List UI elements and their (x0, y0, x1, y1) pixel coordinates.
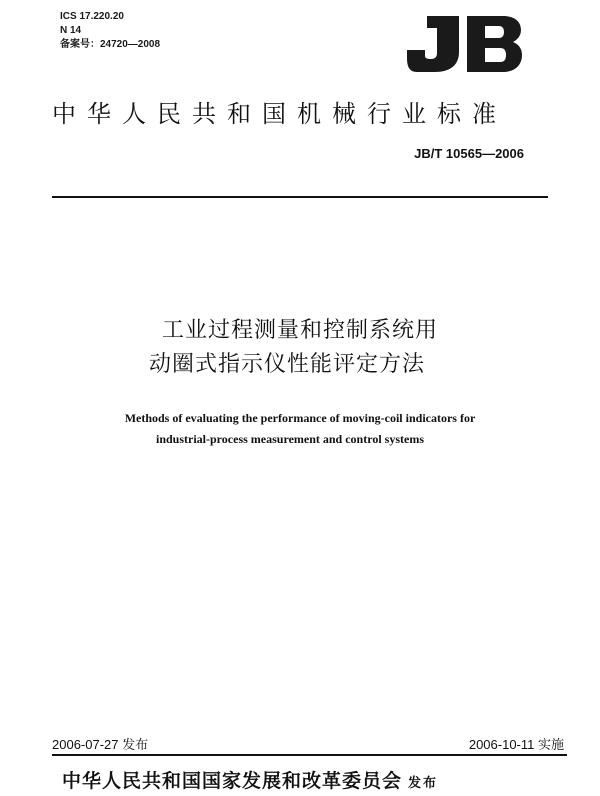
implementation-date: 2006-10-11 实施 (468, 737, 564, 752)
title-en-line-1: Methods of evaluating the performance of moving-coil indicators for (124, 411, 476, 425)
standard-number: JB/T 10565—2006 (414, 146, 524, 161)
title-cn-line-1: 工业过程测量和控制系统用 (161, 318, 438, 343)
publisher-name: 中华人民共和国国家发展和改革委员会 (62, 770, 403, 792)
publisher-verb: 发布 (408, 776, 439, 791)
top-divider (52, 196, 548, 198)
bottom-divider (52, 754, 567, 756)
issuing-standard-title: 中华人民共和国机械行业标准 (52, 100, 507, 128)
filing-number: 备案号：24720—2008 (60, 39, 161, 50)
publisher-line (62, 766, 438, 793)
document-title-en (0, 408, 600, 450)
logo-letter-b (467, 16, 522, 72)
title-en-line-2: industrial-process measurement and control systems (156, 432, 424, 446)
classification-code: N 14 (60, 25, 82, 36)
title-cn-line-2: 动圈式指示仪性能评定方法 (148, 352, 425, 377)
logo-letter-j (407, 16, 459, 72)
header-meta (60, 10, 160, 52)
jb-logo-icon (405, 12, 523, 74)
document-title-cn (0, 314, 600, 382)
issue-date: 2006-07-27 发布 (52, 737, 149, 752)
ics-code: ICS 17.220.20 (60, 11, 124, 22)
